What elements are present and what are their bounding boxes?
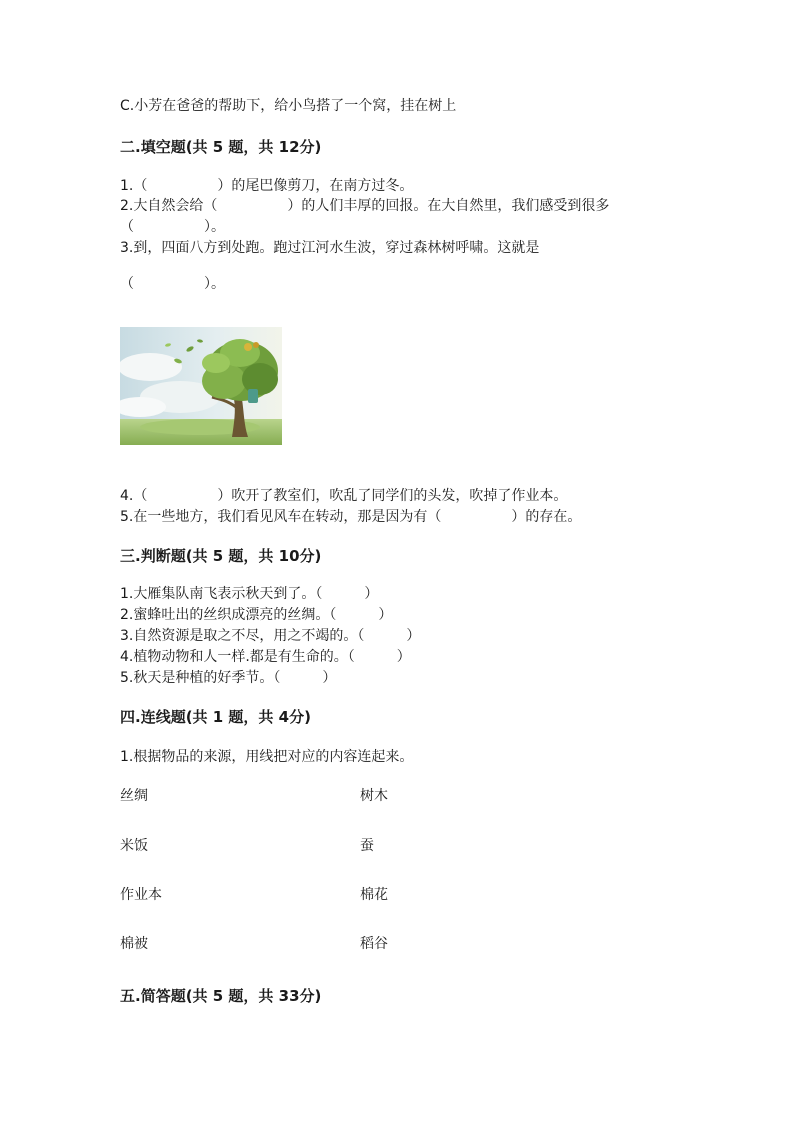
tree-wind-birds-icon: [120, 327, 282, 445]
match-left-1: 丝绸: [120, 788, 148, 804]
fill-question-2: 2.大自然会给（ ）的人们丰厚的回报。在大自然里，我们感受到很多: [120, 198, 610, 214]
match-right-2: 蚕: [360, 838, 374, 854]
match-left-2: 米饭: [120, 838, 148, 854]
fill-question-1: 1.（ ）的尾巴像剪刀，在南方过冬。: [120, 178, 414, 194]
match-left-4: 棉被: [120, 936, 148, 952]
fill-question-4: 4.（ ）吹开了教室们，吹乱了同学们的头发，吹掉了作业本。: [120, 488, 568, 504]
option-c: C.小芳在爸爸的帮助下，给小鸟搭了一个窝，挂在树上: [120, 98, 457, 114]
judge-question-3: 3.自然资源是取之不尽，用之不竭的。（ ）: [120, 628, 421, 644]
section-2-heading: 二.填空题(共 5 题，共 12分): [120, 138, 322, 156]
judge-question-1: 1.大雁集队南飞表示秋天到了。（ ）: [120, 586, 379, 602]
judge-question-5: 5.秋天是种植的好季节。（ ）: [120, 670, 337, 686]
judge-question-4: 4.植物动物和人一样.都是有生命的。（ ）: [120, 649, 411, 665]
match-right-3: 棉花: [360, 887, 388, 903]
section-4-heading: 四.连线题(共 1 题，共 4分): [120, 708, 311, 726]
match-left-3: 作业本: [120, 887, 162, 903]
fill-question-3: 3.到，四面八方到处跑。跑过江河水生波，穿过森林树呼啸。这就是: [120, 240, 540, 256]
judge-question-2: 2.蜜蜂吐出的丝织成漂亮的丝绸。（ ）: [120, 607, 393, 623]
section-3-heading: 三.判断题(共 5 题，共 10分): [120, 547, 322, 565]
fill-question-5: 5.在一些地方，我们看见风车在转动，那是因为有（ ）的存在。: [120, 509, 582, 525]
match-right-1: 树木: [360, 788, 388, 804]
tree-wind-illustration: [120, 327, 282, 445]
fill-question-2-continued: （ ）。: [120, 219, 225, 235]
fill-question-3-continued: （ ）。: [120, 276, 225, 292]
section-5-heading: 五.简答题(共 5 题，共 33分): [120, 987, 322, 1005]
matching-prompt: 1.根据物品的来源，用线把对应的内容连起来。: [120, 749, 414, 765]
match-right-4: 稻谷: [360, 936, 388, 952]
